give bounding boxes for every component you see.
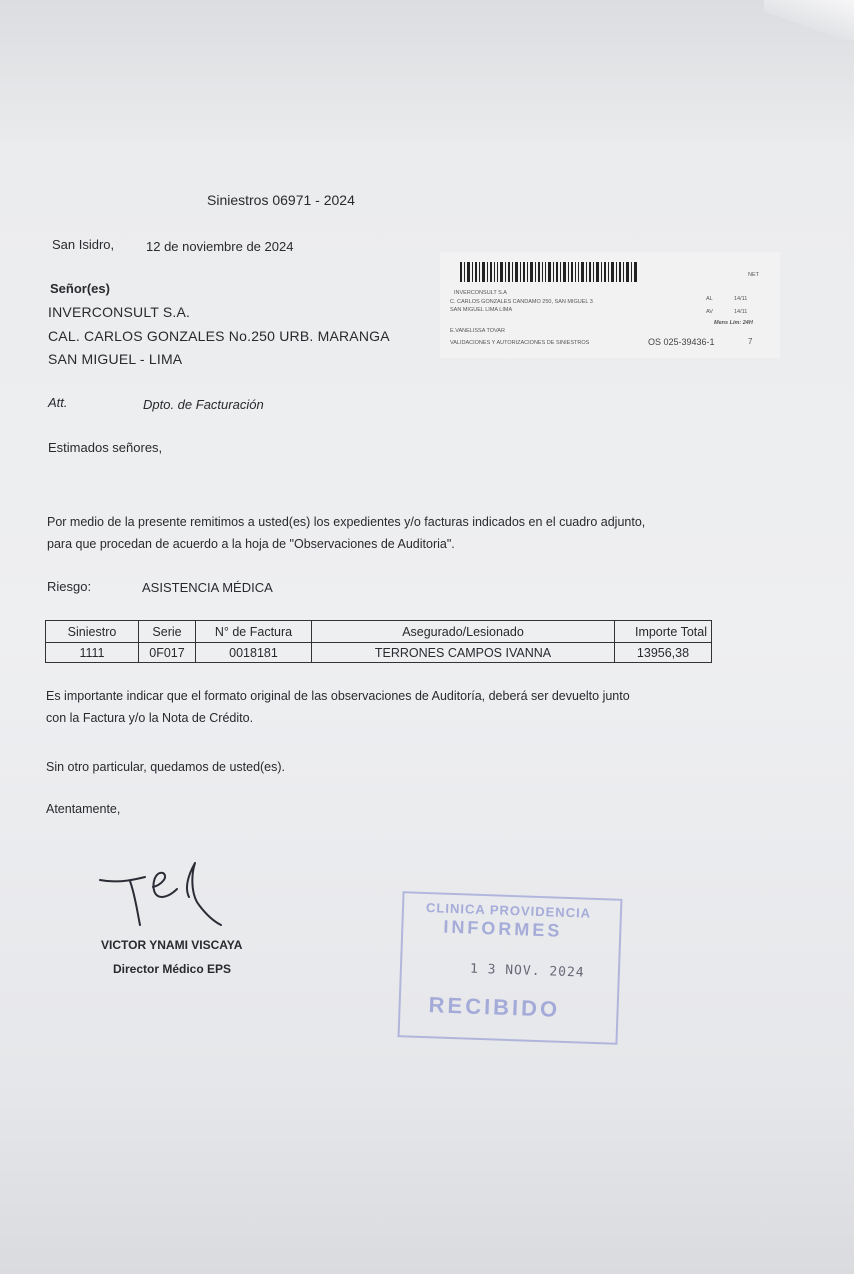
riesgo-label: Riesgo: (47, 579, 92, 594)
table-header-cell: Importe Total (615, 621, 712, 643)
table-header-cell: Serie (139, 621, 196, 643)
riesgo-value: ASISTENCIA MÉDICA (142, 580, 273, 595)
table-header-row (46, 621, 712, 643)
label-line4: VALIDACIONES Y AUTORIZACIONES DE SINIESTROS (450, 340, 590, 346)
greeting: Estimados señores, (48, 440, 163, 455)
label-side-av: AV (706, 309, 713, 315)
body-paragraph-2-line-1: Es importante indicar que el formato original de las observaciones de Auditoría, deberá ser devuelto junto (46, 689, 630, 703)
label-line3: E.VANELISSA TOVAR (450, 328, 505, 334)
table-header-cell: Siniestro (46, 621, 139, 643)
label-side-al-val: 14/11 (734, 296, 748, 302)
barcode-icon (460, 262, 638, 282)
label-address1: C. CARLOS GONZALES CANDAMO 250, SAN MIGUEL 3 (450, 299, 593, 305)
signer-role: Director Médico EPS (113, 962, 232, 976)
recipient-district: SAN MIGUEL - LIMA (48, 351, 183, 367)
stamp-line-3: RECIBIDO (428, 992, 561, 1022)
body-paragraph-3: Sin otro particular, quedamos de usted(es). (46, 760, 286, 774)
table-header-cell: Asegurado/Lesionado (312, 621, 615, 643)
barcode-label (440, 252, 780, 358)
label-side-al: AL (706, 296, 713, 302)
table-cell: 1111 (46, 643, 139, 663)
stamp-date: 1 3 NOV. 2024 (469, 961, 585, 981)
body-paragraph-1-line-2: para que procedan de acuerdo a la hoja de "Observaciones de Auditoria". (47, 537, 455, 551)
label-address2: SAN MIGUEL LIMA LIMA (450, 307, 513, 313)
document-title: Siniestros 06971 - 2024 (207, 192, 355, 208)
recipient-company: INVERCONSULT S.A. (48, 304, 191, 320)
closing: Atentamente, (46, 802, 121, 816)
table-cell: TERRONES CAMPOS IVANNA (312, 643, 615, 663)
table-row (46, 643, 712, 663)
received-stamp (398, 891, 623, 1045)
paper-corner-fold (764, 0, 854, 40)
recipient-address: CAL. CARLOS GONZALES No.250 URB. MARANGA (48, 328, 390, 344)
city: San Isidro, (52, 237, 115, 252)
salutation-header: Señor(es) (50, 281, 110, 296)
label-side-note: Mens Lim: 24H (714, 320, 753, 326)
label-code: OS 025-39436-1 (648, 337, 715, 347)
table-cell: 0F017 (139, 643, 196, 663)
letter-date: 12 de noviembre de 2024 (146, 239, 294, 254)
table-header-cell: N° de Factura (196, 621, 312, 643)
att-label: Att. (48, 395, 68, 410)
table-cell: 13956,38 (615, 643, 712, 663)
table-cell: 0018181 (196, 643, 312, 663)
label-side-av-val: 14/11 (734, 309, 748, 315)
handwritten-signature (95, 855, 225, 930)
body-paragraph-1-line-1: Por medio de la presente remitimos a usted(es) los expedientes y/o facturas indicados en el cuadro adjunto, (47, 515, 646, 529)
att-value: Dpto. de Facturación (143, 397, 264, 412)
label-side-top: NET (748, 272, 759, 278)
label-company: INVERCONSULT S.A (454, 290, 507, 296)
signer-name: VICTOR YNAMI VISCAYA (101, 938, 243, 952)
stamp-line-1: CLINICA PROVIDENCIA (425, 900, 592, 921)
body-paragraph-2-line-2: con la Factura y/o la Nota de Crédito. (46, 711, 254, 725)
claims-table (45, 620, 712, 663)
stamp-line-2: INFORMES (443, 916, 563, 941)
label-side-num: 7 (748, 337, 753, 346)
